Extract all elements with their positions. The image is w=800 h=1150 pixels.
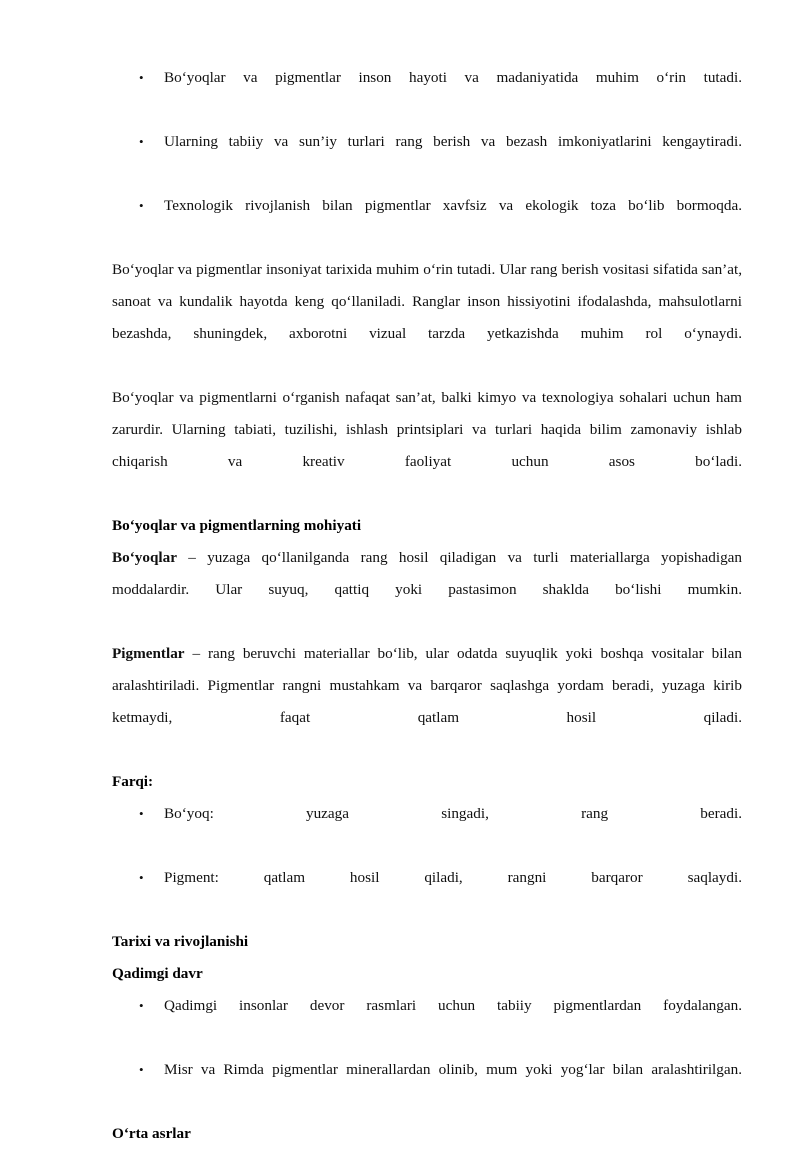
list-item xyxy=(112,990,742,1054)
document-body xyxy=(112,62,742,1150)
list-item xyxy=(112,190,742,254)
bullet-icon: • xyxy=(139,198,144,213)
heading-ancient-period: Qadimgi davr xyxy=(112,965,203,982)
bullet-icon: • xyxy=(139,1062,144,1077)
heading-history: Tarixi va rivojlanishi xyxy=(112,933,249,950)
paragraph-study: Boʻyoqlar va pigmentlarni oʻrganish nafaqat san’at, balki kimyo va texnologiya sohalari uchun ham zarurdir. Ularning tabiati, tuzilishi, ishlash printsiplari va turlari haqida bilim zamonaviy ishlab chiqarish va kreativ faoliyat uchun asos boʻladi. xyxy=(112,389,742,470)
list-item-text: Ularning tabiiy va sun’iy turlari rang berish va bezash imkoniyatlarini kengaytiradi. xyxy=(164,133,742,150)
definition-pigmentlar xyxy=(112,638,742,766)
definition-body: – yuzaga qoʻllanilganda rang hosil qiladigan va turli materiallarga yopishadigan moddalardir. Ular suyuq, qattiq yoki pastasimon shaklda boʻlishi mumkin. xyxy=(112,549,742,598)
farqi-bullet-list xyxy=(112,798,742,926)
list-item-text: Qadimgi insonlar devor rasmlari uchun tabiiy pigmentlardan foydalangan. xyxy=(164,997,742,1014)
definition-term: Boʻyoqlar xyxy=(112,549,177,566)
list-item-text: Boʻyoq: yuzaga singadi, rang beradi. xyxy=(164,805,742,822)
list-item xyxy=(112,1054,742,1118)
intro-bullet-list xyxy=(112,62,742,254)
list-item-text: Pigment: qatlam hosil qiladi, rangni barqaror saqlaydi. xyxy=(164,869,742,886)
list-item-text: Boʻyoqlar va pigmentlar inson hayoti va madaniyatida muhim oʻrin tutadi. xyxy=(164,69,742,86)
list-item xyxy=(112,798,742,862)
paragraph-history: Boʻyoqlar va pigmentlar insoniyat tarixida muhim oʻrin tutadi. Ular rang berish vositasi sifatida san’at, sanoat va kundalik hayotda keng qoʻllaniladi. Ranglar inson hissiyotini ifodalashda, mahsulotlarni bezashda, shuningdek, axborotni vizual tarzda yetkazishda muhim rol oʻynaydi. xyxy=(112,261,742,342)
definition-body: – rang beruvchi materiallar boʻlib, ular odatda suyuqlik yoki boshqa vositalar bilan aralashtiriladi. Pigmentlar rangni mustahkam va barqaror saqlashga yordam beradi, yuzaga kirib ketmaydi, faqat qatlam hosil qiladi. xyxy=(112,645,742,726)
heading-farqi: Farqi: xyxy=(112,773,154,790)
ancient-bullet-list xyxy=(112,990,742,1118)
heading-essence: Boʻyoqlar va pigmentlarning mohiyati xyxy=(112,517,362,534)
bullet-icon: • xyxy=(139,998,144,1013)
definition-boyoqlar xyxy=(112,542,742,638)
list-item xyxy=(112,62,742,126)
list-item xyxy=(112,862,742,926)
bullet-icon: • xyxy=(139,870,144,885)
list-item-text: Texnologik rivojlanish bilan pigmentlar xavfsiz va ekologik toza boʻlib bormoqda. xyxy=(164,197,742,214)
bullet-icon: • xyxy=(139,70,144,85)
list-item xyxy=(112,126,742,190)
bullet-icon: • xyxy=(139,806,144,821)
heading-middle-ages: Oʻrta asrlar xyxy=(112,1125,191,1142)
list-item-text: Misr va Rimda pigmentlar minerallardan olinib, mum yoki yogʻlar bilan aralashtirilgan. xyxy=(164,1061,742,1078)
bullet-icon: • xyxy=(139,134,144,149)
definition-term: Pigmentlar xyxy=(112,645,185,662)
